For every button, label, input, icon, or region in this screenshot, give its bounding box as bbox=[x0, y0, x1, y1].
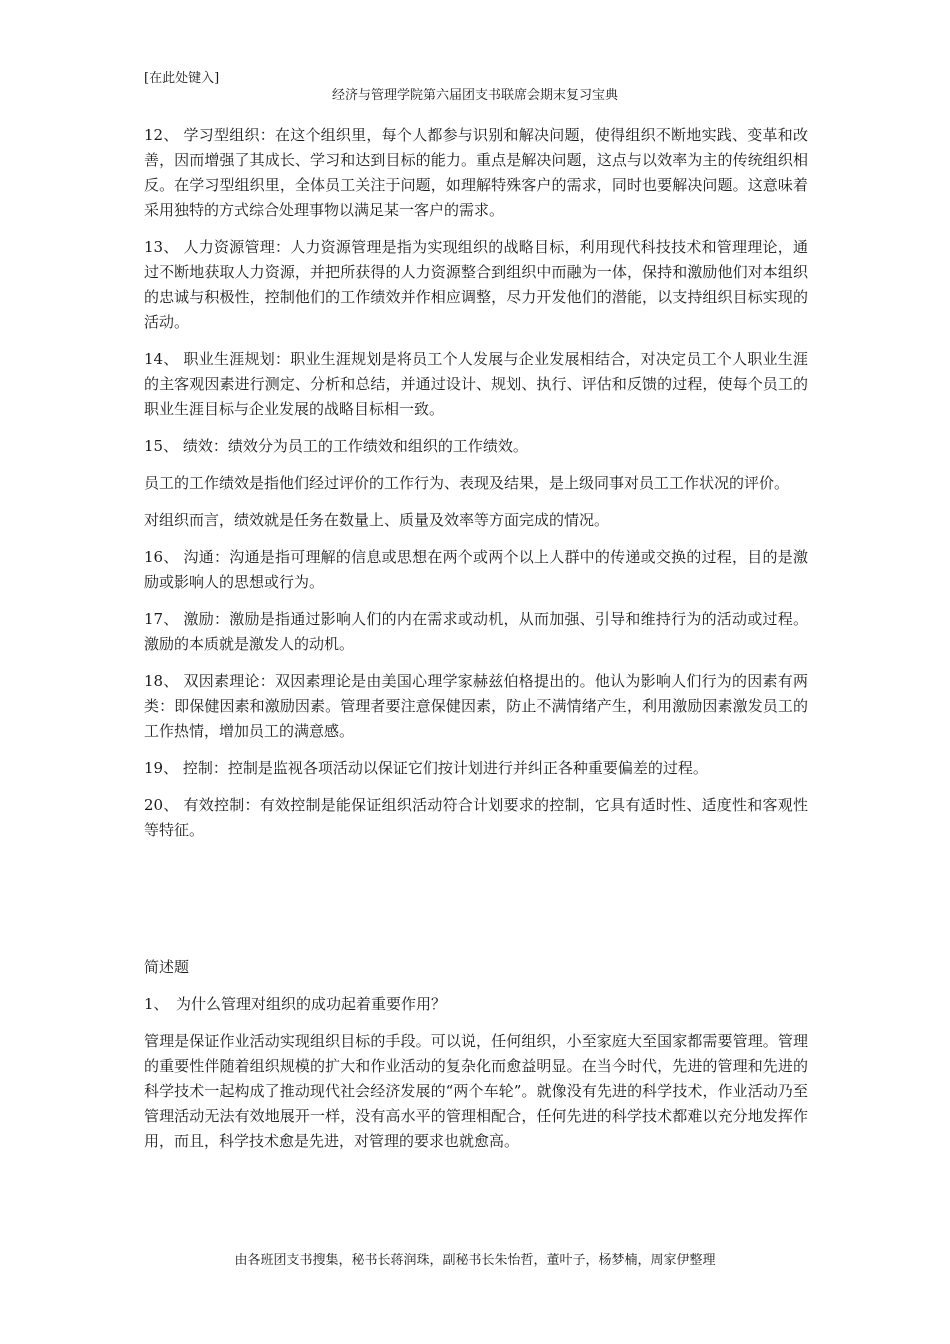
answer-1: 管理是保证作业活动实现组织目标的手段。可以说，任何组织，小至家庭大至国家都需要管理。管理的重要性伴随着组织规模的扩大和作业活动的复杂化而愈益明显。在当今时代，先进的管理和先进的科学技术一起构成了推动现代社会经济发展的“两个车轮”。就像没有先进的科学技术，作业活动乃至管理活动无法有效地展开一样，没有高水平的管理相配合，任何先进的科学技术都难以充分地发挥作用，而且，科学技术愈是先进，对管理的要求也就愈高。 bbox=[144, 1032, 808, 1150]
paragraph-20: 20、 有效控制：有效控制是能保证组织活动符合计划要求的控制，它具有适时性、适度性和客观性等特征。 bbox=[144, 796, 808, 839]
paragraph-14: 14、 职业生涯规划：职业生涯规划是将员工个人发展与企业发展相结合，对决定员工个人职业生涯的主客观因素进行测定、分析和总结，并通过设计、规划、执行、评估和反馈的过程，使每个员工的职业生涯目标与企业发展的战略目标相一致。 bbox=[144, 350, 808, 418]
paragraph-15: 15、 绩效：绩效分为员工的工作绩效和组织的工作绩效。 bbox=[144, 437, 528, 455]
document-body bbox=[144, 123, 808, 1166]
header-title: 经济与管理学院第六届团支书联席会期末复习宝典 bbox=[331, 88, 618, 103]
paragraph-12: 12、 学习型组织：在这个组织里，每个人都参与识别和解决问题，使得组织不断地实践、变革和改善，因而增强了其成长、学习和达到目标的能力。重点是解决问题，这点与以效率为主的传统组织相反。在学习型组织里，全体员工关注于问题，如理解特殊客户的需求，同时也要解决问题。这意味着采用独特的方式综合处理事物以满足某一客户的需求。 bbox=[144, 126, 808, 219]
paragraph-13: 13、 人力资源管理：人力资源管理是指为实现组织的战略目标，利用现代科技技术和管理理论，通过不断地获取人力资源，并把所获得的人力资源整合到组织中而融为一体，保持和激励他们对本组织的忠诚与积极性，控制他们的工作绩效并作相应调整，尽力开发他们的潜能，以支持组织目标实现的活动。 bbox=[144, 238, 808, 331]
spacer bbox=[144, 855, 808, 955]
paragraph-18: 18、 双因素理论：双因素理论是由美国心理学家赫兹伯格提出的。他认为影响人们行为的因素有两类：即保健因素和激励因素。管理者要注意保健因素，防止不满情绪产生，利用激励因素激发员工的工作热情，增加员工的满意感。 bbox=[144, 672, 808, 740]
section-title: 简述题 bbox=[144, 958, 190, 976]
paragraph-15-organization: 对组织而言，绩效就是任务在数量上、质量及效率等方面完成的情况。 bbox=[144, 511, 610, 529]
question-1: 1、 为什么管理对组织的成功起着重要作用？ bbox=[144, 995, 447, 1013]
paragraph-15-employee: 员工的工作绩效是指他们经过评价的工作行为、表现及结果，是上级同事对员工工作状况的评价。 bbox=[144, 474, 790, 492]
paragraph-19: 19、 控制：控制是监视各项活动以保证它们按计划进行并纠正各种重要偏差的过程。 bbox=[144, 759, 708, 777]
header-placeholder: [在此处键入] bbox=[144, 71, 220, 86]
footer-credits: 由各班团支书搜集，秘书长蒋润珠，副秘书长朱怡哲，董叶子，杨梦楠，周家伊整理 bbox=[234, 1253, 716, 1268]
paragraph-17: 17、 激励：激励是指通过影响人们的内在需求或动机，从而加强、引导和维持行为的活动或过程。激励的本质就是激发人的动机。 bbox=[144, 610, 808, 653]
paragraph-16: 16、 沟通：沟通是指可理解的信息或思想在两个或两个以上人群中的传递或交换的过程，目的是激励或影响人的思想或行为。 bbox=[144, 548, 808, 591]
